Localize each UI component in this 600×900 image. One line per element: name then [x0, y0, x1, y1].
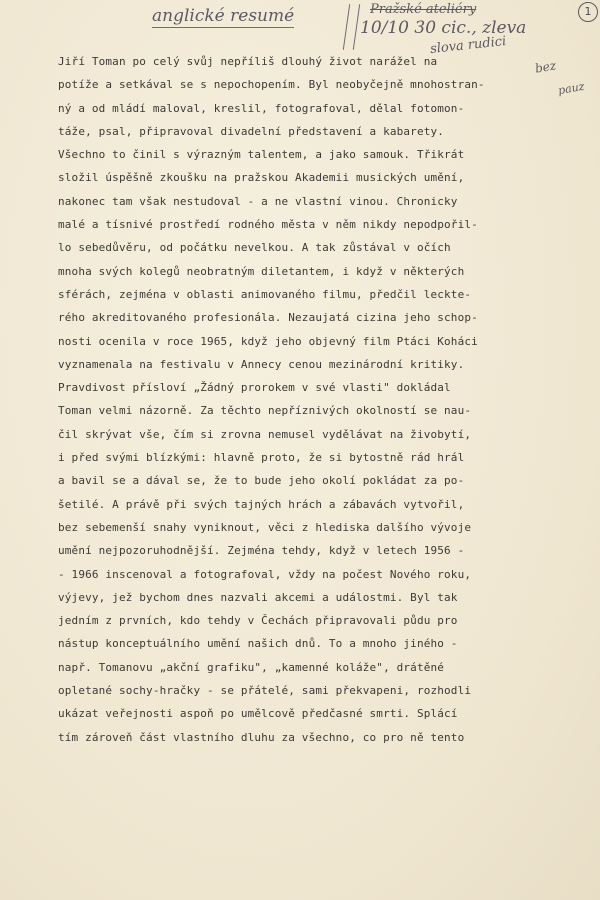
text-line: i před svými blízkými: hlavně proto, že si bytostně rád hrál — [58, 451, 465, 465]
handwritten-note-bez: bez — [533, 58, 558, 76]
text-line: ný a od mládí maloval, kreslil, fotografoval, dělal fotomon- — [58, 101, 465, 115]
handwritten-note-typesetting: 10/10 30 cic., zleva — [360, 18, 527, 38]
text-line: např. Tomanovu „akční grafiku", „kamenné koláže", drátěné — [58, 660, 445, 674]
text-line: malé a tísnivé prostředí rodného města v něm nikdy nepodpořil- — [58, 218, 478, 232]
text-line: umění nejpozoruhodnější. Zejména tehdy, když v letech 1956 - — [58, 544, 465, 558]
text-line: nosti ocenila v roce 1965, když jeho objevný film Ptáci Koháci — [58, 334, 478, 348]
handwritten-note-words: slova rudici — [429, 34, 507, 57]
text-line: opletané sochy-hračky - se přátelé, sami překvapeni, rozhodli — [58, 684, 472, 698]
text-line: Toman velmi názorně. Za těchto nepříznivých okolností se nau- — [58, 404, 472, 418]
text-line: ukázat veřejnosti aspoň po umělcově předčasné smrti. Splácí — [58, 707, 458, 721]
text-line: vyznamenala na festivalu v Annecy cenou mezinárodní kritiky. — [58, 357, 465, 371]
text-line: Pravdivost přísloví „Žádný prorokem v své vlasti" dokládal — [58, 381, 451, 395]
text-line: složil úspěšně zkoušku na pražskou Akademii musických umění, — [58, 171, 465, 185]
text-line: nakonec tam však nestudoval - a ne vlastní vinou. Chronicky — [58, 194, 458, 208]
text-line: - 1966 inscenoval a fotografoval, vždy na počest Nového roku, — [58, 567, 472, 581]
text-line: sférách, zejména v oblasti animovaného filmu, předčil leckte- — [58, 287, 472, 301]
text-line: Jiří Toman po celý svůj nepříliš dlouhý život narážel na — [58, 55, 438, 68]
text-line: mnoha svých kolegů neobratným diletantem, i když v některých — [58, 264, 465, 278]
text-line: šetilé. A právě při svých tajných hrách a zábavách vytvořil, — [58, 497, 465, 511]
text-line: a bavil se a dával se, že to bude jeho okolí pokládat za po- — [58, 474, 465, 488]
handwritten-slash — [343, 4, 351, 50]
text-line: nástup konceptuálního umění našich dnů. To a mnoho jiného - — [58, 637, 458, 651]
text-line: jedním z prvních, kdo tehdy v Čechách připravovali půdu pro — [58, 614, 458, 628]
text-line: potíže a setkával se s nepochopením. Byl neobyčejně mnohostran- — [58, 78, 485, 92]
text-line: lo sebedůvěru, od počátku nevelkou. A tak zůstával v očích — [58, 241, 451, 255]
typed-body-text — [58, 50, 558, 749]
text-line: čil skrývat vše, čím si zrovna nemusel vydělávat na živobytí, — [58, 427, 472, 441]
handwritten-note-top-left: anglické resumé — [152, 6, 295, 26]
text-line: rého akreditovaného profesionála. Nezaujatá cizina jeho schop- — [58, 311, 478, 325]
handwritten-note-crossed: Pražské ateliéry — [370, 2, 477, 17]
text-line: výjevy, jež bychom dnes nazvali akcemi a událostmi. Byl tak — [58, 590, 458, 604]
text-line: tím zároveň část vlastního dluhu za všechno, co pro ně tento — [58, 730, 465, 744]
text-line: táže, psal, připravoval divadelní představení a kabarety. — [58, 124, 445, 138]
handwritten-note-pauz: pauz — [557, 79, 586, 98]
text-line: Všechno to činil s výrazným talentem, a jako samouk. Třikrát — [58, 148, 465, 162]
text-line: bez sebemenší snahy vyniknout, věci z hlediska dalšího vývoje — [58, 520, 472, 534]
page-number: 1 — [578, 2, 598, 22]
